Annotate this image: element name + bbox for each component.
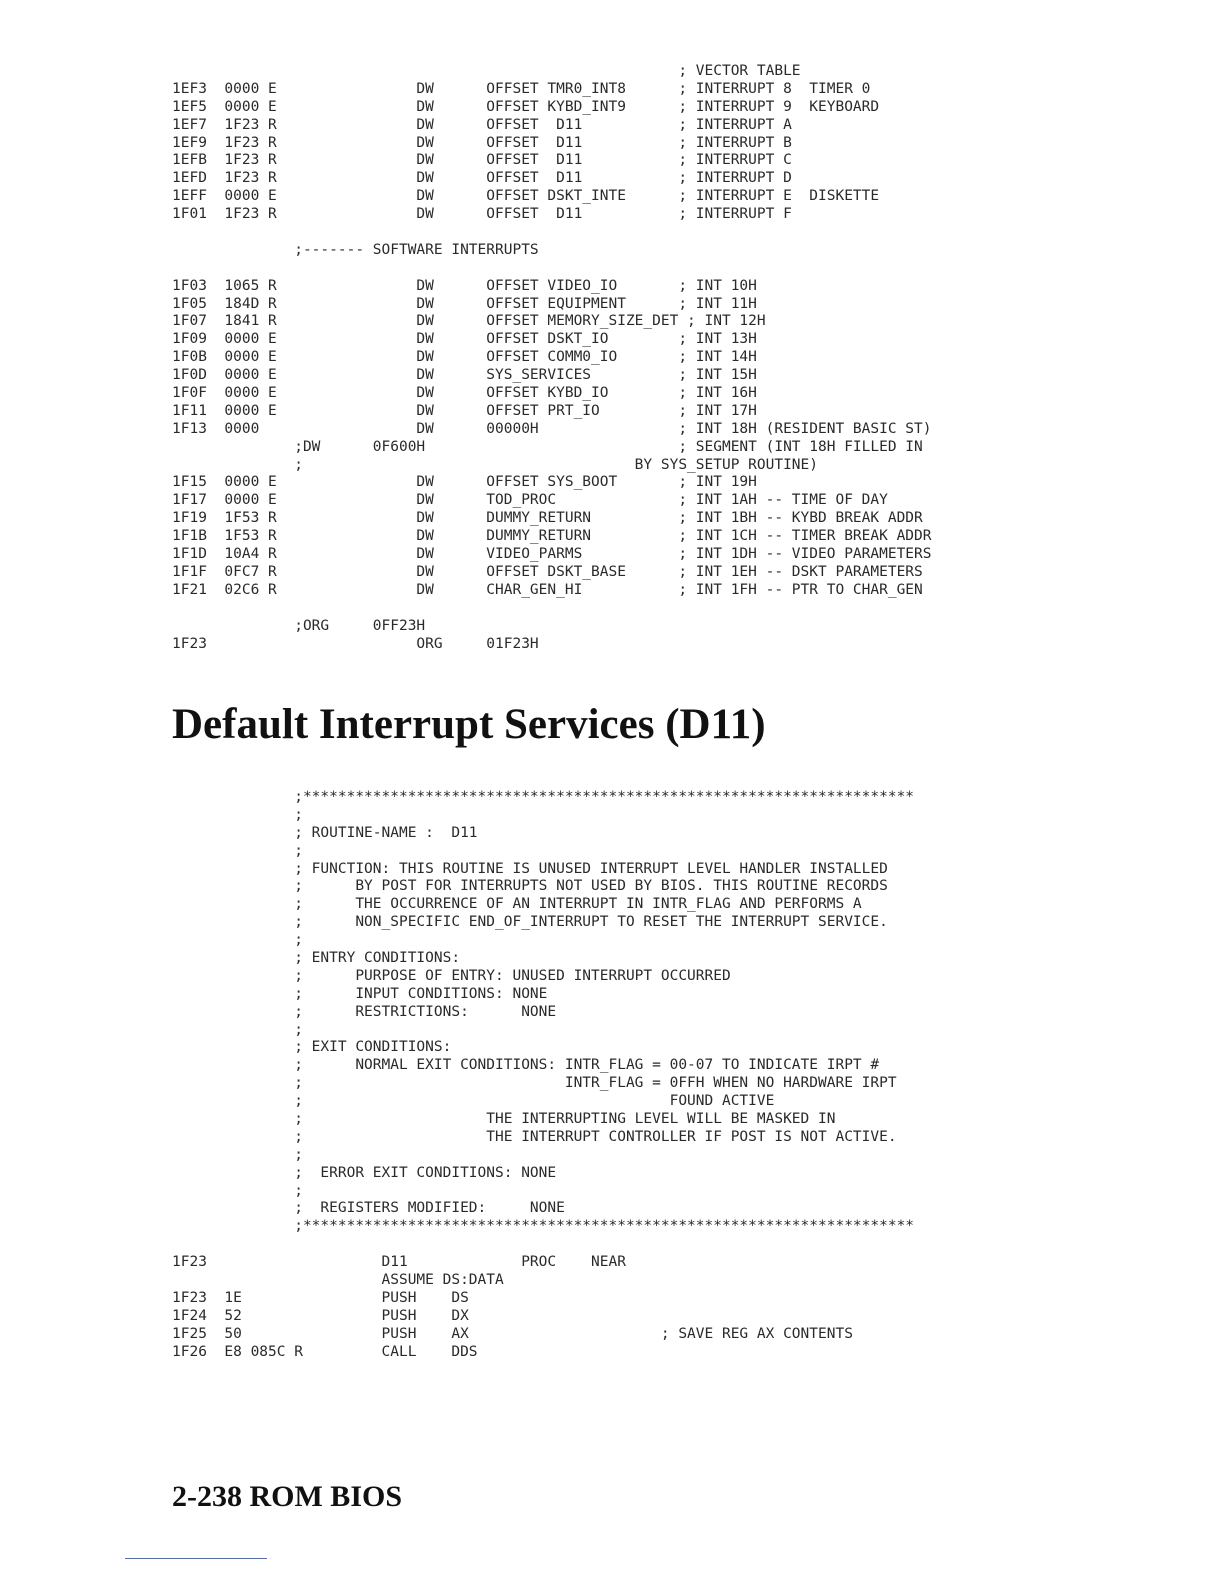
code-line: 1F05 184D R DW OFFSET EQUIPMENT ; INT 11H [172, 295, 757, 312]
code-line: ; FOUND ACTIVE [172, 1093, 775, 1110]
code-line [172, 260, 932, 278]
code-line: 1F0D 0000 E DW SYS_SERVICES ; INT 15H [172, 367, 757, 384]
code-line: 1F23 ORG 01F23H [172, 635, 539, 652]
code-line [172, 600, 932, 618]
code-line: ; INPUT CONDITIONS: NONE [172, 985, 548, 1002]
code-line: 1EF3 0000 E DW OFFSET TMR0_INT8 ; INTERRUPT 8 TIMER 0 [172, 80, 871, 97]
code-line: 1F21 02C6 R DW CHAR_GEN_HI ; INT 1FH -- PTR TO CHAR_GEN [172, 581, 923, 598]
code-line: 1F0B 0000 E DW OFFSET COMM0_IO ; INT 14H [172, 349, 757, 366]
code-line: 1F11 0000 E DW OFFSET PRT_IO ; INT 17H [172, 402, 757, 419]
code-line: 1F09 0000 E DW OFFSET DSKT_IO ; INT 13H [172, 331, 757, 348]
code-line: ;------- SOFTWARE INTERRUPTS [172, 241, 539, 258]
code-line: 1F23 1E PUSH DS [172, 1289, 469, 1306]
code-line: 1F17 0000 E DW TOD_PROC ; INT 1AH -- TIME OF DAY [172, 492, 888, 509]
code-line: ; BY POST FOR INTERRUPTS NOT USED BY BIOS. THIS ROUTINE RECORDS [172, 878, 888, 895]
code-line: 1F07 1841 R DW OFFSET MEMORY_SIZE_DET ; INT 12H [172, 313, 766, 330]
code-line: ; ROUTINE-NAME : D11 [172, 824, 478, 841]
code-line: 1EFF 0000 E DW OFFSET DSKT_INTE ; INTERRUPT E DISKETTE [172, 188, 880, 205]
code-line: 1F03 1065 R DW OFFSET VIDEO_IO ; INT 10H [172, 277, 757, 294]
code-line: 1F0F 0000 E DW OFFSET KYBD_IO ; INT 16H [172, 385, 757, 402]
code-line: ASSUME DS:DATA [172, 1272, 504, 1289]
code-line: ; [172, 1146, 303, 1163]
code-line: ; [172, 806, 303, 823]
code-line: 1F23 D11 PROC NEAR [172, 1254, 626, 1271]
code-line: ; INTR_FLAG = 0FFH WHEN NO HARDWARE IRPT [172, 1075, 897, 1092]
code-line: ; NON_SPECIFIC END_OF_INTERRUPT TO RESET THE INTERRUPT SERVICE. [172, 914, 888, 931]
page-footer: 2-238 ROM BIOS [172, 1480, 403, 1513]
code-line: ; ERROR EXIT CONDITIONS: NONE [172, 1164, 557, 1181]
code-line: 1F15 0000 E DW OFFSET SYS_BOOT ; INT 19H [172, 474, 757, 491]
footer-rule [125, 1558, 267, 1559]
code-line: ;DW 0F600H ; SEGMENT (INT 18H FILLED IN [172, 438, 923, 455]
d11-routine-listing [172, 789, 914, 1362]
code-line: 1EF7 1F23 R DW OFFSET D11 ; INTERRUPT A [172, 116, 792, 133]
code-line [172, 224, 932, 242]
code-line: 1EF5 0000 E DW OFFSET KYBD_INT9 ; INTERRUPT 9 KEYBOARD [172, 98, 880, 115]
code-line: 1F19 1F53 R DW DUMMY_RETURN ; INT 1BH -- KYBD BREAK ADDR [172, 510, 923, 527]
code-line: ;ORG 0FF23H [172, 617, 426, 634]
vector-table-listing [172, 63, 932, 653]
code-line: ; [172, 842, 303, 859]
code-line: ; VECTOR TABLE [172, 63, 801, 79]
code-line: ; THE INTERRUPTING LEVEL WILL BE MASKED IN [172, 1111, 836, 1128]
code-line: 1F13 0000 DW 00000H ; INT 18H (RESIDENT BASIC ST) [172, 420, 932, 437]
code-line: ; [172, 1182, 303, 1199]
code-line: 1F25 50 PUSH AX ; SAVE REG AX CONTENTS [172, 1325, 853, 1342]
code-line: 1F1F 0FC7 R DW OFFSET DSKT_BASE ; INT 1EH -- DSKT PARAMETERS [172, 563, 923, 580]
code-line: 1F26 E8 085C R CALL DDS [172, 1343, 478, 1360]
code-line: ; PURPOSE OF ENTRY: UNUSED INTERRUPT OCCURRED [172, 967, 731, 984]
code-line [172, 1236, 914, 1254]
code-line: ; FUNCTION: THIS ROUTINE IS UNUSED INTERRUPT LEVEL HANDLER INSTALLED [172, 860, 888, 877]
code-line: ;********************************************************************** [172, 789, 915, 805]
code-line: 1EFD 1F23 R DW OFFSET D11 ; INTERRUPT D [172, 170, 792, 187]
code-line: ; ENTRY CONDITIONS: [172, 950, 461, 967]
code-line: 1F1D 10A4 R DW VIDEO_PARMS ; INT 1DH -- VIDEO PARAMETERS [172, 546, 932, 563]
code-line: ;********************************************************************** [172, 1218, 915, 1235]
code-line: 1EFB 1F23 R DW OFFSET D11 ; INTERRUPT C [172, 152, 792, 169]
code-line: ; RESTRICTIONS: NONE [172, 1003, 557, 1020]
code-line: ; [172, 1021, 303, 1038]
code-line: ; THE OCCURRENCE OF AN INTERRUPT IN INTR_FLAG AND PERFORMS A [172, 896, 862, 913]
section-heading: Default Interrupt Services (D11) [172, 701, 766, 748]
code-line: 1F01 1F23 R DW OFFSET D11 ; INTERRUPT F [172, 206, 792, 223]
code-line: ; NORMAL EXIT CONDITIONS: INTR_FLAG = 00-07 TO INDICATE IRPT # [172, 1057, 880, 1074]
code-line: 1F24 52 PUSH DX [172, 1307, 469, 1324]
code-line: ; BY SYS_SETUP ROUTINE) [172, 456, 819, 473]
code-line: ; [172, 932, 303, 949]
code-line: ; REGISTERS MODIFIED: NONE [172, 1200, 565, 1217]
code-line: 1EF9 1F23 R DW OFFSET D11 ; INTERRUPT B [172, 134, 792, 151]
code-line: ; THE INTERRUPT CONTROLLER IF POST IS NOT ACTIVE. [172, 1128, 897, 1145]
code-line: ; EXIT CONDITIONS: [172, 1039, 452, 1056]
code-line: 1F1B 1F53 R DW DUMMY_RETURN ; INT 1CH -- TIMER BREAK ADDR [172, 528, 932, 545]
